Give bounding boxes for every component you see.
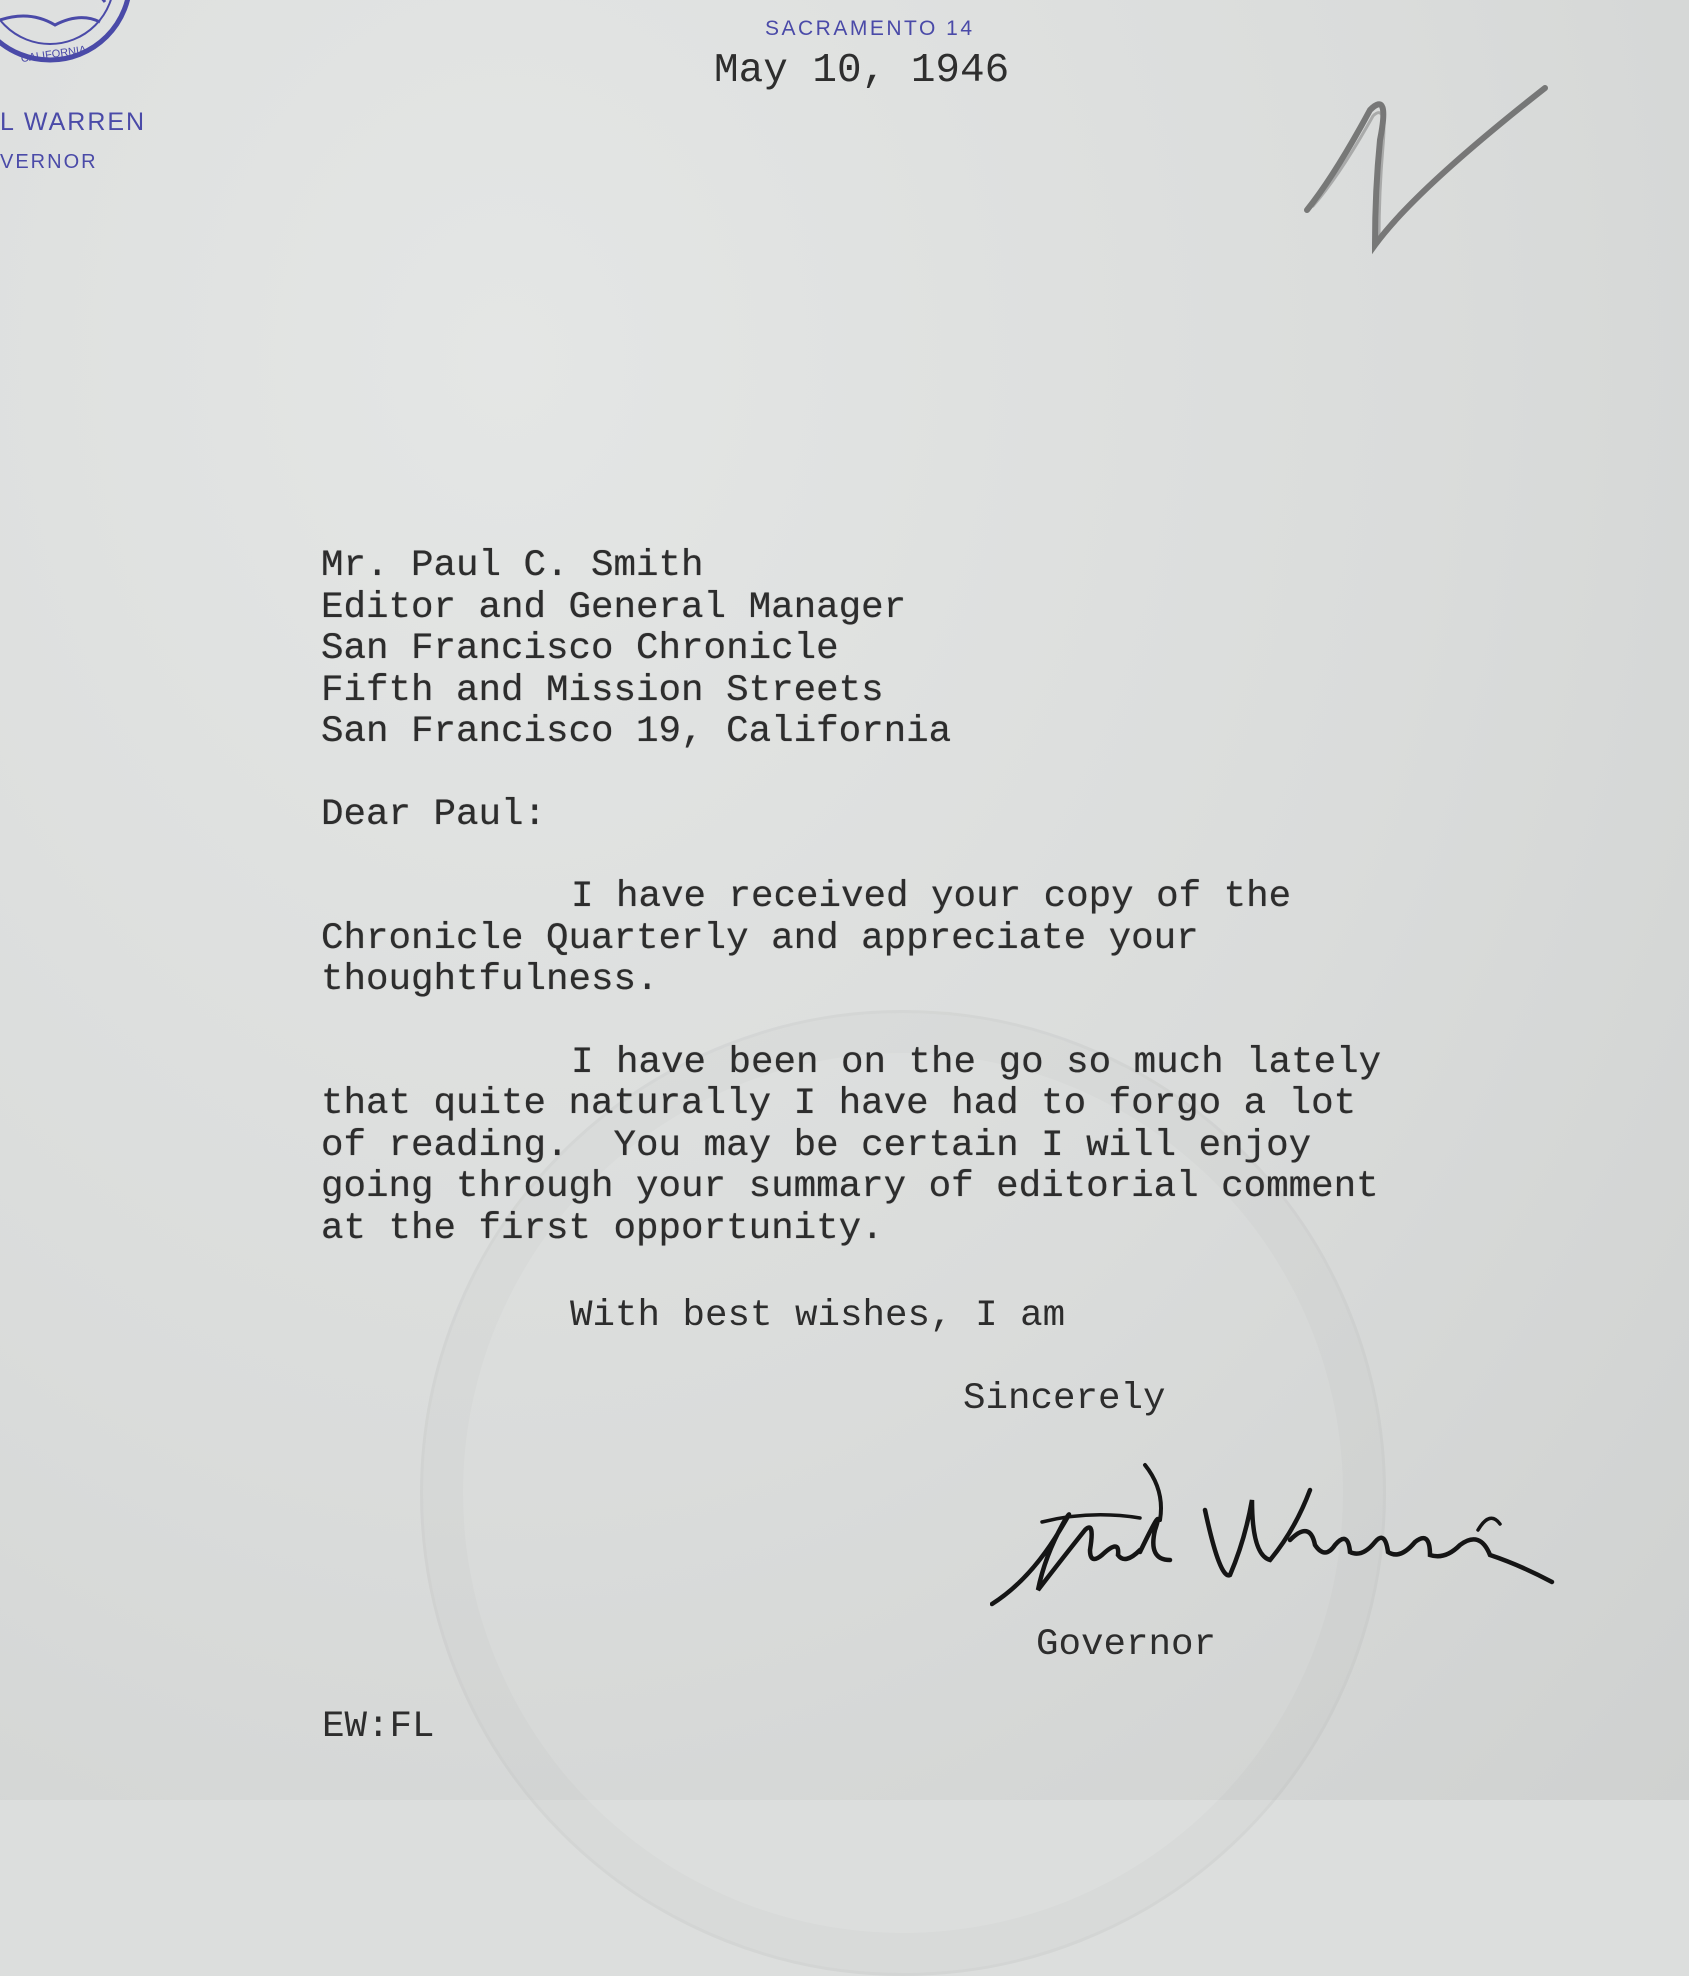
paragraph-line: thoughtfulness. <box>321 959 659 1001</box>
letter-body <box>321 546 1581 1250</box>
paragraph-line: I have received your copy of the <box>571 876 1292 918</box>
letterhead-name: L WARREN <box>0 108 147 136</box>
letterhead-city: SACRAMENTO 14 <box>765 17 975 40</box>
recipient-address <box>321 546 1581 754</box>
letter-date: May 10, 1946 <box>714 48 1010 94</box>
paragraph-line: at the first opportunity. <box>321 1207 884 1250</box>
letterhead-title: VERNOR <box>0 151 98 173</box>
recipient-line: Editor and General Manager <box>321 586 907 629</box>
paragraph-line: going through your summary of editorial comment <box>321 1166 1379 1208</box>
paragraph-line: I have been on the go so much lately <box>571 1041 1382 1084</box>
recipient-line: San Francisco 19, California <box>321 711 952 753</box>
pencil-check-mark <box>1295 80 1555 260</box>
recipient-line: San Francisco Chronicle <box>321 628 839 670</box>
complimentary-close: Sincerely <box>963 1378 1166 1420</box>
salutation: Dear Paul: <box>321 793 547 836</box>
recipient-line: Fifth and Mission Streets <box>321 669 884 712</box>
paragraph-2 <box>321 1043 1581 1251</box>
paragraph-1 <box>321 877 1581 1002</box>
paragraph-line: Chronicle Quarterly and appreciate your <box>321 917 1199 960</box>
recipient-line: Mr. Paul C. Smith <box>321 545 704 587</box>
paragraph-line: that quite naturally I have had to forgo a lot <box>321 1083 1357 1125</box>
handwritten-signature <box>990 1460 1560 1620</box>
signer-title: Governor <box>1036 1624 1217 1666</box>
state-seal-logo <box>0 0 130 80</box>
svg-text:CALIFORNIA: CALIFORNIA <box>20 43 88 66</box>
reference-initials: EW:FL <box>322 1706 435 1748</box>
paragraph-line: of reading. You may be certain I will enjoy <box>321 1124 1312 1167</box>
closing-line: With best wishes, I am <box>570 1295 1066 1337</box>
